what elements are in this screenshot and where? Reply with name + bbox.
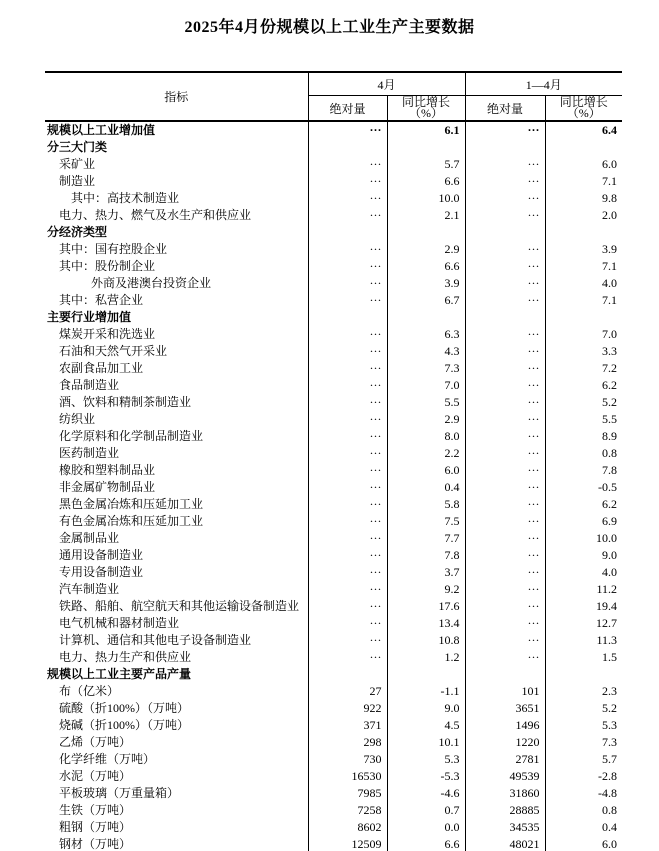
indicator-cell: 非金属矿物制品业 — [59, 480, 156, 494]
value-cell: ··· — [465, 173, 545, 190]
value-cell: ··· — [308, 343, 387, 360]
value-cell: ··· — [308, 564, 387, 581]
indicator-cell: 分三大门类 — [47, 140, 108, 154]
header-yoy-growth-label: 同比增长 — [559, 95, 608, 109]
indicator-cell: 化学纤维（万吨） — [59, 752, 156, 766]
value-cell: ··· — [465, 428, 545, 445]
value-cell: 7.3 — [545, 734, 622, 751]
value-cell: ··· — [465, 632, 545, 649]
table-row — [45, 462, 622, 479]
header-april-absolute: 绝对量 — [308, 96, 387, 122]
table-row — [45, 292, 622, 309]
indicator-cell: 其中：国有控股企业 — [59, 242, 168, 256]
value-cell: 5.8 — [387, 496, 465, 513]
value-cell: ··· — [308, 258, 387, 275]
table-row — [45, 819, 622, 836]
value-cell — [545, 309, 622, 326]
value-cell: 0.4 — [545, 819, 622, 836]
value-cell: 6.6 — [387, 836, 465, 851]
value-cell: 10.0 — [387, 190, 465, 207]
table-row — [45, 581, 622, 598]
value-cell: ··· — [308, 241, 387, 258]
value-cell: ··· — [465, 360, 545, 377]
value-cell: 5.3 — [387, 751, 465, 768]
table-row — [45, 241, 622, 258]
indicator-cell: 专用设备制造业 — [59, 565, 144, 579]
indicator-cell: 农副食品加工业 — [59, 361, 144, 375]
value-cell: 0.8 — [545, 802, 622, 819]
table-row — [45, 649, 622, 666]
value-cell: 49539 — [465, 768, 545, 785]
value-cell — [465, 309, 545, 326]
value-cell: 371 — [308, 717, 387, 734]
value-cell: ··· — [308, 462, 387, 479]
value-cell — [387, 309, 465, 326]
value-cell — [545, 224, 622, 241]
value-cell: 34535 — [465, 819, 545, 836]
indicator-cell: 纺织业 — [59, 412, 96, 426]
table-row — [45, 666, 622, 683]
value-cell: ··· — [465, 496, 545, 513]
value-cell: ··· — [465, 479, 545, 496]
table-row — [45, 496, 622, 513]
table-row — [45, 156, 622, 173]
value-cell: ··· — [465, 377, 545, 394]
value-cell: 7.8 — [545, 462, 622, 479]
value-cell: 7.1 — [545, 258, 622, 275]
value-cell: 7.2 — [545, 360, 622, 377]
table-row — [45, 139, 622, 156]
value-cell: ··· — [308, 479, 387, 496]
value-cell: 0.0 — [387, 819, 465, 836]
value-cell: 7.3 — [387, 360, 465, 377]
table-row — [45, 513, 622, 530]
value-cell: 2.2 — [387, 445, 465, 462]
indicator-cell: 电力、热力、燃气及水生产和供应业 — [59, 208, 252, 222]
value-cell: ··· — [465, 326, 545, 343]
value-cell: 10.0 — [545, 530, 622, 547]
value-cell: 5.2 — [545, 394, 622, 411]
value-cell: 6.7 — [387, 292, 465, 309]
value-cell: ··· — [465, 581, 545, 598]
indicator-cell: 石油和天然气开采业 — [59, 344, 168, 358]
indicator-cell: 酒、饮料和精制茶制造业 — [59, 395, 192, 409]
indicator-cell: 水泥（万吨） — [59, 769, 132, 783]
value-cell: ··· — [465, 547, 545, 564]
table-row — [45, 360, 622, 377]
value-cell: 1496 — [465, 717, 545, 734]
indicator-cell: 计算机、通信和其他电子设备制造业 — [59, 633, 252, 647]
value-cell: 5.5 — [545, 411, 622, 428]
value-cell: 7.0 — [545, 326, 622, 343]
table-row — [45, 326, 622, 343]
header-janapr-yoy — [545, 96, 622, 122]
value-cell — [545, 666, 622, 683]
value-cell: ··· — [465, 121, 545, 139]
table-row — [45, 547, 622, 564]
table-row — [45, 700, 622, 717]
value-cell: ··· — [465, 649, 545, 666]
value-cell: ··· — [465, 190, 545, 207]
value-cell: 16530 — [308, 768, 387, 785]
value-cell: ··· — [465, 445, 545, 462]
indicator-cell: 其中：私营企业 — [59, 293, 144, 307]
value-cell: 12.7 — [545, 615, 622, 632]
value-cell: 8602 — [308, 819, 387, 836]
value-cell: 5.2 — [545, 700, 622, 717]
indicator-cell: 外商及港澳台投资企业 — [91, 276, 212, 290]
value-cell: ··· — [465, 241, 545, 258]
value-cell: 1220 — [465, 734, 545, 751]
table-row — [45, 275, 622, 292]
value-cell: 19.4 — [545, 598, 622, 615]
value-cell — [465, 139, 545, 156]
value-cell: ··· — [308, 377, 387, 394]
table-row — [45, 802, 622, 819]
value-cell: ··· — [308, 326, 387, 343]
value-cell: ··· — [465, 411, 545, 428]
table-row — [45, 717, 622, 734]
value-cell: 8.9 — [545, 428, 622, 445]
indicator-cell: 其中：股份制企业 — [59, 259, 156, 273]
value-cell: 9.0 — [545, 547, 622, 564]
value-cell: 7.7 — [387, 530, 465, 547]
table-row — [45, 309, 622, 326]
table-row — [45, 428, 622, 445]
indicator-cell: 粗钢（万吨） — [59, 820, 132, 834]
value-cell: ··· — [308, 513, 387, 530]
value-cell: ··· — [465, 394, 545, 411]
table-row — [45, 615, 622, 632]
value-cell — [387, 139, 465, 156]
indicator-cell: 规模以上工业增加值 — [47, 123, 156, 137]
table-row — [45, 258, 622, 275]
indicator-cell: 医药制造业 — [59, 446, 120, 460]
value-cell: 7.8 — [387, 547, 465, 564]
indicator-cell: 化学原料和化学制品制造业 — [59, 429, 204, 443]
value-cell: ··· — [308, 173, 387, 190]
indicator-cell: 电气机械和器材制造业 — [59, 616, 180, 630]
indicator-cell: 汽车制造业 — [59, 582, 120, 596]
indicator-cell: 其中：高技术制造业 — [71, 191, 180, 205]
value-cell: 101 — [465, 683, 545, 700]
value-cell: 11.2 — [545, 581, 622, 598]
value-cell: 5.5 — [387, 394, 465, 411]
value-cell — [308, 139, 387, 156]
indicator-cell: 黑色金属冶炼和压延加工业 — [59, 497, 204, 511]
value-cell: 5.7 — [545, 751, 622, 768]
value-cell: 8.0 — [387, 428, 465, 445]
value-cell: 0.8 — [545, 445, 622, 462]
header-april-yoy — [387, 96, 465, 122]
value-cell: 28885 — [465, 802, 545, 819]
indicator-cell: 烧碱（折100%）（万吨） — [59, 718, 189, 732]
value-cell: ··· — [308, 428, 387, 445]
value-cell: ··· — [465, 156, 545, 173]
value-cell: 6.2 — [545, 496, 622, 513]
value-cell: 1.2 — [387, 649, 465, 666]
value-cell — [545, 139, 622, 156]
value-cell: 12509 — [308, 836, 387, 851]
indicator-cell: 硫酸（折100%）（万吨） — [59, 701, 189, 715]
value-cell: ··· — [465, 462, 545, 479]
value-cell: ··· — [308, 207, 387, 224]
table-row — [45, 598, 622, 615]
value-cell: 2.9 — [387, 241, 465, 258]
value-cell: -1.1 — [387, 683, 465, 700]
value-cell: ··· — [308, 121, 387, 139]
table-row — [45, 785, 622, 802]
value-cell: -5.3 — [387, 768, 465, 785]
table-row — [45, 411, 622, 428]
value-cell: 2.9 — [387, 411, 465, 428]
value-cell: 3.7 — [387, 564, 465, 581]
value-cell: 6.6 — [387, 258, 465, 275]
indicator-cell: 有色金属冶炼和压延加工业 — [59, 514, 204, 528]
value-cell: 6.0 — [545, 156, 622, 173]
value-cell: ··· — [465, 275, 545, 292]
indicator-cell: 制造业 — [59, 174, 96, 188]
value-cell: 5.3 — [545, 717, 622, 734]
value-cell: 4.0 — [545, 564, 622, 581]
table-row — [45, 394, 622, 411]
value-cell: 3.9 — [387, 275, 465, 292]
value-cell — [387, 224, 465, 241]
value-cell: 9.8 — [545, 190, 622, 207]
header-indicator: 指标 — [45, 72, 308, 121]
indicator-cell: 钢材（万吨） — [59, 837, 132, 851]
value-cell: ··· — [308, 547, 387, 564]
industrial-production-table — [45, 71, 622, 851]
table-row — [45, 632, 622, 649]
value-cell: 2781 — [465, 751, 545, 768]
value-cell: 9.2 — [387, 581, 465, 598]
value-cell — [465, 666, 545, 683]
value-cell: 6.4 — [545, 121, 622, 139]
indicator-cell: 规模以上工业主要产品产量 — [47, 667, 192, 681]
value-cell — [308, 666, 387, 683]
table-row — [45, 377, 622, 394]
value-cell: 922 — [308, 700, 387, 717]
value-cell: ··· — [308, 292, 387, 309]
value-cell: ··· — [308, 530, 387, 547]
value-cell — [308, 309, 387, 326]
value-cell: ··· — [465, 513, 545, 530]
header-janapr-absolute: 绝对量 — [465, 96, 545, 122]
value-cell: 11.3 — [545, 632, 622, 649]
value-cell: 1.5 — [545, 649, 622, 666]
value-cell: 2.0 — [545, 207, 622, 224]
value-cell: 2.1 — [387, 207, 465, 224]
header-yoy-growth-label: 同比增长 — [402, 95, 451, 109]
table-row — [45, 751, 622, 768]
indicator-cell: 电力、热力生产和供应业 — [59, 650, 192, 664]
table-row — [45, 224, 622, 241]
value-cell: ··· — [308, 156, 387, 173]
table-row — [45, 173, 622, 190]
indicator-cell: 分经济类型 — [47, 225, 108, 239]
table-header — [45, 72, 622, 121]
table-row — [45, 121, 622, 139]
indicator-cell: 金属制品业 — [59, 531, 120, 545]
value-cell: ··· — [308, 615, 387, 632]
value-cell: -2.8 — [545, 768, 622, 785]
value-cell: 298 — [308, 734, 387, 751]
value-cell: ··· — [308, 649, 387, 666]
value-cell: 730 — [308, 751, 387, 768]
value-cell: ··· — [308, 581, 387, 598]
value-cell: 31860 — [465, 785, 545, 802]
value-cell: -4.6 — [387, 785, 465, 802]
indicator-cell: 通用设备制造业 — [59, 548, 144, 562]
indicator-cell: 主要行业增加值 — [47, 310, 132, 324]
table-row — [45, 343, 622, 360]
value-cell: ··· — [465, 530, 545, 547]
value-cell: 6.0 — [545, 836, 622, 851]
table-row — [45, 564, 622, 581]
value-cell — [465, 224, 545, 241]
value-cell: ··· — [308, 360, 387, 377]
value-cell: ··· — [308, 411, 387, 428]
value-cell: 48021 — [465, 836, 545, 851]
header-april: 4月 — [308, 72, 465, 96]
value-cell: ··· — [465, 564, 545, 581]
value-cell: 7258 — [308, 802, 387, 819]
value-cell: 10.8 — [387, 632, 465, 649]
value-cell: 3.3 — [545, 343, 622, 360]
value-cell: ··· — [465, 207, 545, 224]
indicator-cell: 平板玻璃（万重量箱） — [59, 786, 180, 800]
value-cell: 10.1 — [387, 734, 465, 751]
table-row — [45, 207, 622, 224]
value-cell: 3651 — [465, 700, 545, 717]
table-row — [45, 445, 622, 462]
value-cell: 6.9 — [545, 513, 622, 530]
value-cell: 13.4 — [387, 615, 465, 632]
value-cell: ··· — [308, 394, 387, 411]
value-cell: 7.5 — [387, 513, 465, 530]
value-cell: 7.1 — [545, 292, 622, 309]
value-cell: 6.1 — [387, 121, 465, 139]
indicator-cell: 橡胶和塑料制品业 — [59, 463, 156, 477]
indicator-cell: 生铁（万吨） — [59, 803, 132, 817]
value-cell: ··· — [308, 496, 387, 513]
value-cell: -0.5 — [545, 479, 622, 496]
table-body — [45, 121, 622, 851]
value-cell: 4.0 — [545, 275, 622, 292]
value-cell: ··· — [465, 343, 545, 360]
value-cell: ··· — [465, 615, 545, 632]
value-cell: 6.6 — [387, 173, 465, 190]
table-row — [45, 479, 622, 496]
value-cell: ··· — [465, 258, 545, 275]
value-cell: 3.9 — [545, 241, 622, 258]
value-cell: 6.0 — [387, 462, 465, 479]
value-cell: ··· — [308, 632, 387, 649]
value-cell: 6.3 — [387, 326, 465, 343]
header-yoy-unit-label: （%） — [409, 106, 443, 120]
value-cell: 6.2 — [545, 377, 622, 394]
value-cell: 7985 — [308, 785, 387, 802]
value-cell: ··· — [465, 292, 545, 309]
page-title: 2025年4月份规模以上工业生产主要数据 — [184, 19, 475, 36]
value-cell: 4.5 — [387, 717, 465, 734]
table-row — [45, 768, 622, 785]
value-cell: ··· — [465, 598, 545, 615]
value-cell: 17.6 — [387, 598, 465, 615]
value-cell: 4.3 — [387, 343, 465, 360]
indicator-cell: 铁路、船舶、航空航天和其他运输设备制造业 — [59, 599, 300, 613]
value-cell — [387, 666, 465, 683]
value-cell: ··· — [308, 275, 387, 292]
indicator-cell: 布（亿米） — [59, 684, 120, 698]
indicator-cell: 采矿业 — [59, 157, 96, 171]
value-cell: -4.8 — [545, 785, 622, 802]
header-yoy-unit-label: （%） — [566, 106, 601, 120]
value-cell: 0.7 — [387, 802, 465, 819]
value-cell: 7.0 — [387, 377, 465, 394]
value-cell: ··· — [308, 445, 387, 462]
table-row — [45, 836, 622, 851]
table-row — [45, 190, 622, 207]
indicator-cell: 乙烯（万吨） — [59, 735, 132, 749]
value-cell: ··· — [308, 190, 387, 207]
value-cell: 2.3 — [545, 683, 622, 700]
indicator-cell: 煤炭开采和洗选业 — [59, 327, 156, 341]
table-row — [45, 530, 622, 547]
value-cell — [308, 224, 387, 241]
value-cell: 5.7 — [387, 156, 465, 173]
value-cell: ··· — [308, 598, 387, 615]
header-jan-apr: 1—4月 — [465, 72, 622, 96]
value-cell: 9.0 — [387, 700, 465, 717]
table-row — [45, 734, 622, 751]
value-cell: 7.1 — [545, 173, 622, 190]
table-row — [45, 683, 622, 700]
indicator-cell: 食品制造业 — [59, 378, 120, 392]
value-cell: 0.4 — [387, 479, 465, 496]
value-cell: 27 — [308, 683, 387, 700]
